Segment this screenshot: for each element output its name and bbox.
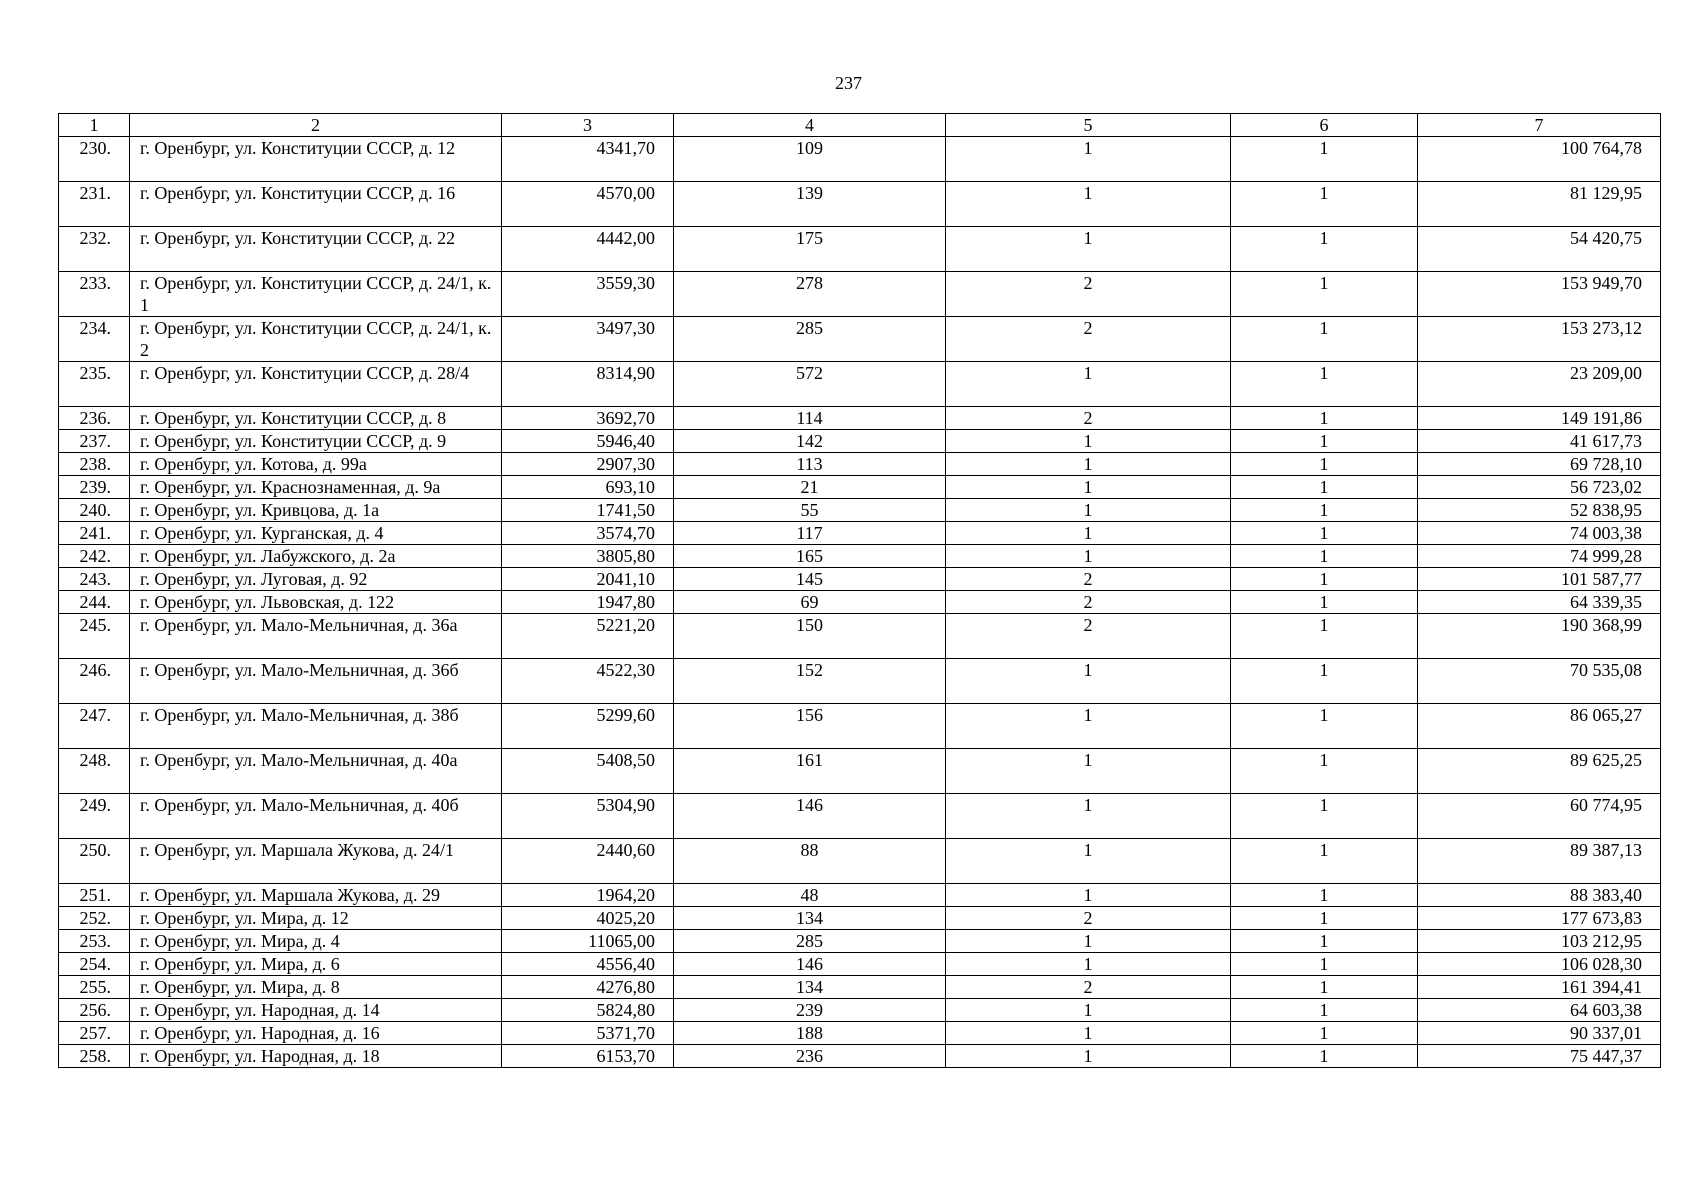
column-3-cell: 3692,70	[502, 407, 674, 430]
column-3-cell: 2041,10	[502, 568, 674, 591]
column-4-cell: 150	[674, 614, 946, 659]
column-6-cell: 1	[1231, 407, 1418, 430]
column-7-cell: 177 673,83	[1418, 907, 1661, 930]
table-row	[59, 907, 1661, 930]
column-6-cell: 1	[1231, 907, 1418, 930]
address-cell: г. Оренбург, ул. Луговая, д. 92	[130, 568, 502, 591]
column-number: 5	[946, 114, 1231, 137]
row-number: 236.	[59, 407, 130, 430]
table-row	[59, 839, 1661, 884]
row-number: 250.	[59, 839, 130, 884]
column-5-cell: 1	[946, 953, 1231, 976]
column-7-cell: 74 999,28	[1418, 545, 1661, 568]
column-6-cell: 1	[1231, 182, 1418, 227]
table-row	[59, 453, 1661, 476]
row-number: 246.	[59, 659, 130, 704]
column-4-cell: 236	[674, 1045, 946, 1068]
register-table	[58, 113, 1661, 1068]
column-7-cell: 153 949,70	[1418, 272, 1661, 317]
table-row	[59, 476, 1661, 499]
column-3-cell: 5946,40	[502, 430, 674, 453]
address-cell: г. Оренбург, ул. Конституции СССР, д. 22	[130, 227, 502, 272]
column-5-cell: 1	[946, 137, 1231, 182]
column-3-cell: 6153,70	[502, 1045, 674, 1068]
row-number: 247.	[59, 704, 130, 749]
table-row	[59, 407, 1661, 430]
row-number: 242.	[59, 545, 130, 568]
column-7-cell: 101 587,77	[1418, 568, 1661, 591]
column-6-cell: 1	[1231, 953, 1418, 976]
table-row	[59, 953, 1661, 976]
column-6-cell: 1	[1231, 545, 1418, 568]
column-4-cell: 156	[674, 704, 946, 749]
column-6-cell: 1	[1231, 884, 1418, 907]
column-4-cell: 145	[674, 568, 946, 591]
column-6-cell: 1	[1231, 1045, 1418, 1068]
column-6-cell: 1	[1231, 522, 1418, 545]
row-number: 245.	[59, 614, 130, 659]
table-row	[59, 749, 1661, 794]
column-5-cell: 1	[946, 545, 1231, 568]
column-6-cell: 1	[1231, 591, 1418, 614]
column-number-row	[59, 114, 1661, 137]
column-3-cell: 4570,00	[502, 182, 674, 227]
column-7-cell: 56 723,02	[1418, 476, 1661, 499]
column-7-cell: 106 028,30	[1418, 953, 1661, 976]
column-6-cell: 1	[1231, 976, 1418, 999]
column-4-cell: 134	[674, 907, 946, 930]
column-5-cell: 1	[946, 884, 1231, 907]
column-5-cell: 1	[946, 430, 1231, 453]
column-5-cell: 2	[946, 317, 1231, 362]
column-6-cell: 1	[1231, 794, 1418, 839]
column-3-cell: 693,10	[502, 476, 674, 499]
table-row	[59, 999, 1661, 1022]
column-3-cell: 4522,30	[502, 659, 674, 704]
column-7-cell: 54 420,75	[1418, 227, 1661, 272]
address-cell: г. Оренбург, ул. Конституции СССР, д. 24/1, к. 1	[130, 272, 502, 317]
column-4-cell: 114	[674, 407, 946, 430]
column-5-cell: 2	[946, 907, 1231, 930]
address-cell: г. Оренбург, ул. Маршала Жукова, д. 29	[130, 884, 502, 907]
row-number: 239.	[59, 476, 130, 499]
column-7-cell: 90 337,01	[1418, 1022, 1661, 1045]
column-3-cell: 4341,70	[502, 137, 674, 182]
row-number: 252.	[59, 907, 130, 930]
page-number: 237	[835, 73, 862, 93]
row-number: 235.	[59, 362, 130, 407]
column-6-cell: 1	[1231, 430, 1418, 453]
column-4-cell: 146	[674, 794, 946, 839]
column-5-cell: 1	[946, 362, 1231, 407]
column-3-cell: 5304,90	[502, 794, 674, 839]
row-number: 237.	[59, 430, 130, 453]
column-4-cell: 48	[674, 884, 946, 907]
column-7-cell: 89 387,13	[1418, 839, 1661, 884]
table-row	[59, 227, 1661, 272]
table-row	[59, 137, 1661, 182]
address-cell: г. Оренбург, ул. Мало-Мельничная, д. 38б	[130, 704, 502, 749]
column-6-cell: 1	[1231, 704, 1418, 749]
column-7-cell: 74 003,38	[1418, 522, 1661, 545]
column-6-cell: 1	[1231, 1022, 1418, 1045]
column-4-cell: 55	[674, 499, 946, 522]
address-cell: г. Оренбург, ул. Мало-Мельничная, д. 40б	[130, 794, 502, 839]
table-row	[59, 499, 1661, 522]
column-5-cell: 1	[946, 522, 1231, 545]
column-7-cell: 88 383,40	[1418, 884, 1661, 907]
column-4-cell: 109	[674, 137, 946, 182]
column-7-cell: 41 617,73	[1418, 430, 1661, 453]
address-cell: г. Оренбург, ул. Курганская, д. 4	[130, 522, 502, 545]
column-number: 1	[59, 114, 130, 137]
column-6-cell: 1	[1231, 272, 1418, 317]
address-cell: г. Оренбург, ул. Мира, д. 8	[130, 976, 502, 999]
row-number: 233.	[59, 272, 130, 317]
column-3-cell: 4442,00	[502, 227, 674, 272]
address-cell: г. Оренбург, ул. Мира, д. 12	[130, 907, 502, 930]
column-5-cell: 1	[946, 704, 1231, 749]
row-number: 248.	[59, 749, 130, 794]
row-number: 241.	[59, 522, 130, 545]
column-4-cell: 113	[674, 453, 946, 476]
column-5-cell: 2	[946, 976, 1231, 999]
column-3-cell: 4025,20	[502, 907, 674, 930]
column-3-cell: 11065,00	[502, 930, 674, 953]
column-4-cell: 278	[674, 272, 946, 317]
table-row	[59, 930, 1661, 953]
column-7-cell: 89 625,25	[1418, 749, 1661, 794]
address-cell: г. Оренбург, ул. Маршала Жукова, д. 24/1	[130, 839, 502, 884]
column-6-cell: 1	[1231, 568, 1418, 591]
table-body	[59, 137, 1661, 1068]
column-7-cell: 69 728,10	[1418, 453, 1661, 476]
address-cell: г. Оренбург, ул. Конституции СССР, д. 9	[130, 430, 502, 453]
column-5-cell: 2	[946, 272, 1231, 317]
column-5-cell: 1	[946, 794, 1231, 839]
row-number: 232.	[59, 227, 130, 272]
column-5-cell: 1	[946, 930, 1231, 953]
column-4-cell: 142	[674, 430, 946, 453]
column-7-cell: 153 273,12	[1418, 317, 1661, 362]
column-6-cell: 1	[1231, 476, 1418, 499]
row-number: 240.	[59, 499, 130, 522]
column-5-cell: 1	[946, 476, 1231, 499]
column-3-cell: 2440,60	[502, 839, 674, 884]
column-5-cell: 1	[946, 227, 1231, 272]
row-number: 243.	[59, 568, 130, 591]
column-3-cell: 4276,80	[502, 976, 674, 999]
table-row	[59, 182, 1661, 227]
row-number: 230.	[59, 137, 130, 182]
column-5-cell: 2	[946, 591, 1231, 614]
column-7-cell: 161 394,41	[1418, 976, 1661, 999]
column-4-cell: 88	[674, 839, 946, 884]
column-7-cell: 23 209,00	[1418, 362, 1661, 407]
address-cell: г. Оренбург, ул. Народная, д. 14	[130, 999, 502, 1022]
column-7-cell: 60 774,95	[1418, 794, 1661, 839]
column-5-cell: 2	[946, 614, 1231, 659]
column-3-cell: 1964,20	[502, 884, 674, 907]
address-cell: г. Оренбург, ул. Мало-Мельничная, д. 36а	[130, 614, 502, 659]
address-cell: г. Оренбург, ул. Народная, д. 18	[130, 1045, 502, 1068]
address-cell: г. Оренбург, ул. Конституции СССР, д. 24/1, к. 2	[130, 317, 502, 362]
column-6-cell: 1	[1231, 499, 1418, 522]
row-number: 255.	[59, 976, 130, 999]
table-row	[59, 272, 1661, 317]
table-row	[59, 568, 1661, 591]
row-number: 234.	[59, 317, 130, 362]
column-5-cell: 1	[946, 1045, 1231, 1068]
address-cell: г. Оренбург, ул. Мира, д. 6	[130, 953, 502, 976]
column-6-cell: 1	[1231, 227, 1418, 272]
column-3-cell: 3559,30	[502, 272, 674, 317]
address-cell: г. Оренбург, ул. Конституции СССР, д. 28/4	[130, 362, 502, 407]
table-row	[59, 659, 1661, 704]
table-row	[59, 430, 1661, 453]
row-number: 253.	[59, 930, 130, 953]
row-number: 254.	[59, 953, 130, 976]
address-cell: г. Оренбург, ул. Мало-Мельничная, д. 36б	[130, 659, 502, 704]
column-6-cell: 1	[1231, 839, 1418, 884]
column-number: 3	[502, 114, 674, 137]
row-number: 256.	[59, 999, 130, 1022]
column-4-cell: 161	[674, 749, 946, 794]
column-6-cell: 1	[1231, 749, 1418, 794]
column-3-cell: 5824,80	[502, 999, 674, 1022]
column-3-cell: 3574,70	[502, 522, 674, 545]
column-7-cell: 64 603,38	[1418, 999, 1661, 1022]
table-row	[59, 794, 1661, 839]
column-4-cell: 165	[674, 545, 946, 568]
column-4-cell: 139	[674, 182, 946, 227]
column-7-cell: 64 339,35	[1418, 591, 1661, 614]
column-4-cell: 152	[674, 659, 946, 704]
column-number: 6	[1231, 114, 1418, 137]
address-cell: г. Оренбург, ул. Котова, д. 99а	[130, 453, 502, 476]
column-6-cell: 1	[1231, 930, 1418, 953]
column-5-cell: 1	[946, 659, 1231, 704]
column-4-cell: 117	[674, 522, 946, 545]
column-3-cell: 5299,60	[502, 704, 674, 749]
address-cell: г. Оренбург, ул. Львовская, д. 122	[130, 591, 502, 614]
address-cell: г. Оренбург, ул. Конституции СССР, д. 16	[130, 182, 502, 227]
column-7-cell: 190 368,99	[1418, 614, 1661, 659]
column-6-cell: 1	[1231, 137, 1418, 182]
column-7-cell: 75 447,37	[1418, 1045, 1661, 1068]
row-number: 238.	[59, 453, 130, 476]
table-row	[59, 1022, 1661, 1045]
column-3-cell: 5408,50	[502, 749, 674, 794]
column-4-cell: 21	[674, 476, 946, 499]
column-4-cell: 188	[674, 1022, 946, 1045]
column-7-cell: 103 212,95	[1418, 930, 1661, 953]
table-row	[59, 362, 1661, 407]
column-4-cell: 572	[674, 362, 946, 407]
column-7-cell: 149 191,86	[1418, 407, 1661, 430]
column-7-cell: 81 129,95	[1418, 182, 1661, 227]
column-7-cell: 52 838,95	[1418, 499, 1661, 522]
row-number: 244.	[59, 591, 130, 614]
column-3-cell: 1741,50	[502, 499, 674, 522]
column-4-cell: 239	[674, 999, 946, 1022]
column-3-cell: 5371,70	[502, 1022, 674, 1045]
column-7-cell: 86 065,27	[1418, 704, 1661, 749]
address-cell: г. Оренбург, ул. Краснознаменная, д. 9а	[130, 476, 502, 499]
table-row	[59, 704, 1661, 749]
column-5-cell: 1	[946, 499, 1231, 522]
column-3-cell: 3805,80	[502, 545, 674, 568]
column-4-cell: 285	[674, 930, 946, 953]
column-3-cell: 4556,40	[502, 953, 674, 976]
address-cell: г. Оренбург, ул. Народная, д. 16	[130, 1022, 502, 1045]
column-4-cell: 175	[674, 227, 946, 272]
column-5-cell: 1	[946, 999, 1231, 1022]
column-5-cell: 1	[946, 1022, 1231, 1045]
column-4-cell: 134	[674, 976, 946, 999]
column-5-cell: 2	[946, 407, 1231, 430]
column-6-cell: 1	[1231, 362, 1418, 407]
column-5-cell: 1	[946, 749, 1231, 794]
column-6-cell: 1	[1231, 999, 1418, 1022]
column-5-cell: 2	[946, 568, 1231, 591]
table-row	[59, 522, 1661, 545]
column-5-cell: 1	[946, 182, 1231, 227]
table-row	[59, 614, 1661, 659]
address-cell: г. Оренбург, ул. Мира, д. 4	[130, 930, 502, 953]
column-3-cell: 3497,30	[502, 317, 674, 362]
row-number: 257.	[59, 1022, 130, 1045]
column-3-cell: 5221,20	[502, 614, 674, 659]
column-5-cell: 1	[946, 839, 1231, 884]
column-7-cell: 70 535,08	[1418, 659, 1661, 704]
column-4-cell: 146	[674, 953, 946, 976]
address-cell: г. Оренбург, ул. Конституции СССР, д. 8	[130, 407, 502, 430]
column-number: 4	[674, 114, 946, 137]
column-3-cell: 8314,90	[502, 362, 674, 407]
column-6-cell: 1	[1231, 659, 1418, 704]
column-5-cell: 1	[946, 453, 1231, 476]
table-row	[59, 1045, 1661, 1068]
address-cell: г. Оренбург, ул. Мало-Мельничная, д. 40а	[130, 749, 502, 794]
table-row	[59, 317, 1661, 362]
column-number: 7	[1418, 114, 1661, 137]
column-7-cell: 100 764,78	[1418, 137, 1661, 182]
column-6-cell: 1	[1231, 614, 1418, 659]
row-number: 231.	[59, 182, 130, 227]
column-4-cell: 69	[674, 591, 946, 614]
table-row	[59, 591, 1661, 614]
address-cell: г. Оренбург, ул. Лабужского, д. 2а	[130, 545, 502, 568]
column-number: 2	[130, 114, 502, 137]
address-cell: г. Оренбург, ул. Конституции СССР, д. 12	[130, 137, 502, 182]
row-number: 249.	[59, 794, 130, 839]
table-row	[59, 545, 1661, 568]
table-row	[59, 884, 1661, 907]
column-3-cell: 2907,30	[502, 453, 674, 476]
column-4-cell: 285	[674, 317, 946, 362]
table-row	[59, 976, 1661, 999]
column-6-cell: 1	[1231, 453, 1418, 476]
column-3-cell: 1947,80	[502, 591, 674, 614]
column-6-cell: 1	[1231, 317, 1418, 362]
row-number: 258.	[59, 1045, 130, 1068]
row-number: 251.	[59, 884, 130, 907]
address-cell: г. Оренбург, ул. Кривцова, д. 1а	[130, 499, 502, 522]
